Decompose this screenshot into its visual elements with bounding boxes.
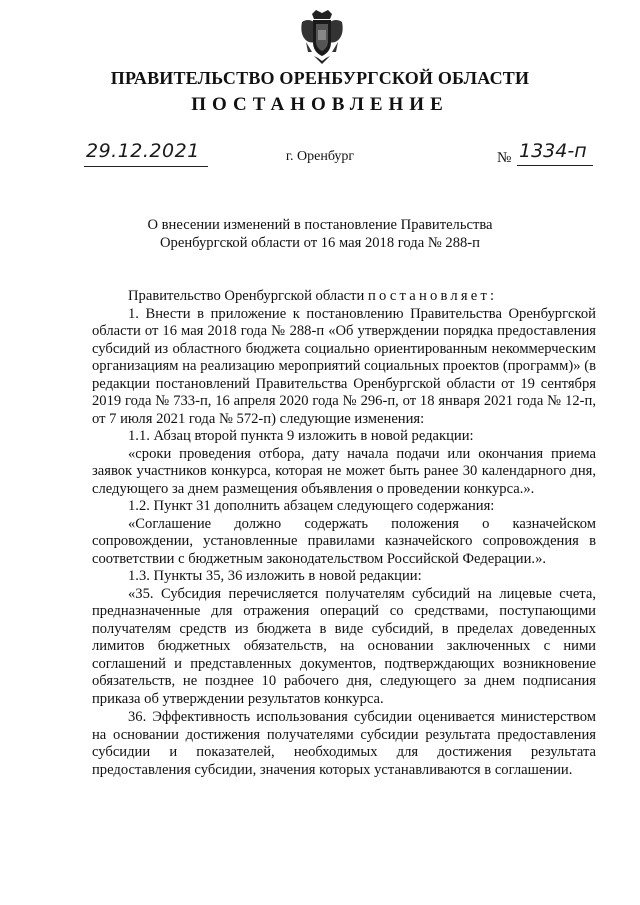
document-subject (0, 216, 640, 252)
paragraph-1: 1. Внести в приложение к постановлению Правительства Оренбургской области от 16 мая 2018 года № 288-п «Об утверждении порядка предоставления субсидий из областного бюджета социально ориентированным некоммерческим организациям на реализацию мероприятий социальных проектов (программ)» (в редакции постановлений Правительства Оренбургской области от 19 сентября 2019 года № 733-п, 16 апреля 2020 года № 296-п, от 18 января 2021 года № 12-п, от 7 июля 2021 года № 572-п) следующие изменения: (92, 305, 596, 427)
coat-of-arms-emblem (298, 8, 346, 66)
subject-line-1: О внесении изменений в постановление Правительства (147, 217, 493, 233)
government-title: ПРАВИТЕЛЬСТВО ОРЕНБУРГСКОЙ ОБЛАСТИ (110, 68, 530, 88)
handwritten-number: 1334-п (519, 140, 587, 162)
quote-2: «Соглашение должно содержать положения о казначейском сопровождении, установленные правилами казначейского сопровождения в соответствии с бюджетным законодательством Российской Федерации.». (92, 515, 596, 567)
subject-line-2: Оренбургской области от 16 мая 2018 года № 288-п (160, 235, 480, 251)
paragraph-1-1: 1.1. Абзац второй пункта 9 изложить в новой редакции: (128, 428, 474, 444)
paragraph-1-3: 1.3. Пункты 35, 36 изложить в новой редакции: (128, 568, 422, 584)
intro-lead: Правительство Оренбургской области (128, 288, 365, 304)
quote-1: «сроки проведения отбора, дату начала подачи или окончания приема заявок участников конкурса, которая не может быть ранее 30 календарного дня, следующего за днем размещения объявления о проведении конкурса.». (92, 445, 596, 497)
number-underline (517, 165, 593, 166)
intro-decree-word: постановляет: (368, 288, 498, 304)
handwritten-date: 29.12.2021 (86, 140, 200, 162)
quote-3: «35. Субсидия перечисляется получателям субсидий на лицевые счета, предназначенные для отражения операций со средствами, поступающими получателям средств из бюджета в виде субсидий, в пределах доведенных лимитов бюджетных обязательств, на основании заключенных с ними соглашений и представленных документов, подтверждающих возникновение обязательств, не позднее 10 рабочего дня, следующего за днем подписания приказа об утверждении результатов конкурса. (92, 585, 596, 707)
intro-paragraph (92, 288, 596, 306)
number-sign: № (497, 150, 512, 166)
document-type-title: ПОСТАНОВЛЕНИЕ (191, 94, 449, 115)
city: г. Оренбург (285, 149, 355, 164)
meta-row (0, 140, 640, 170)
document-body (92, 288, 596, 779)
number-field (497, 140, 597, 166)
paragraph-1-2: 1.2. Пункт 31 дополнить абзацем следующего содержания: (128, 498, 495, 514)
quote-4: 36. Эффективность использования субсидии оценивается министерством на основании достижения получателями субсидии результата предоставления субсидии и показателей, необходимых для достижения результата предоставления субсидии, значения которых устанавливаются в соглашении. (92, 709, 596, 778)
